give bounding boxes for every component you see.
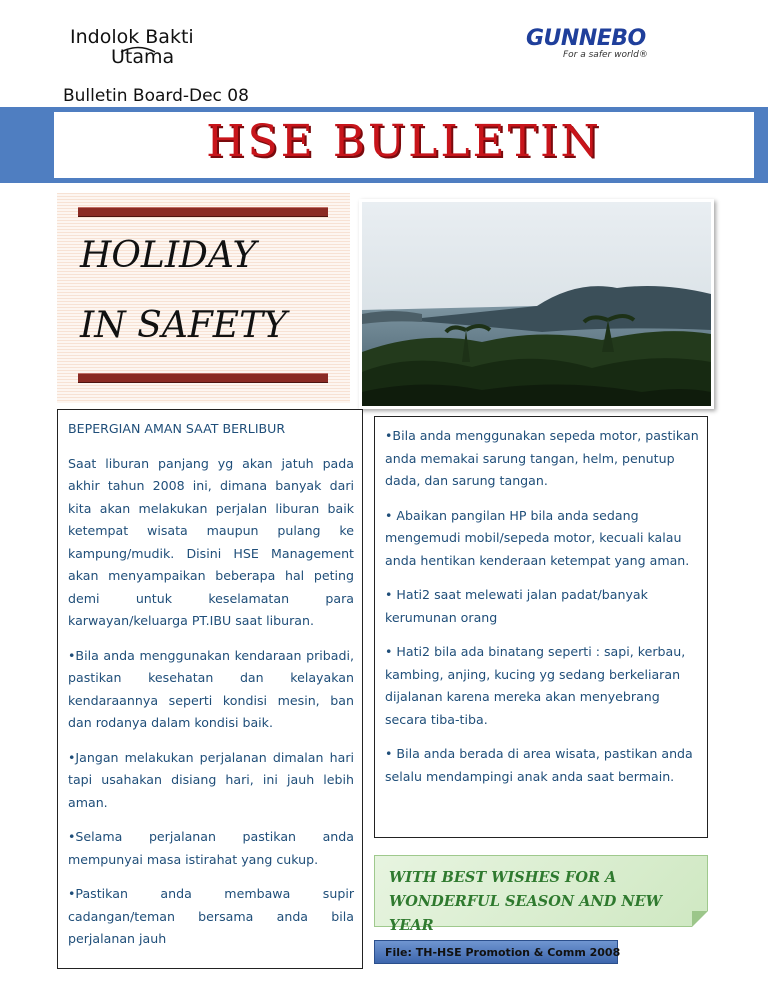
tip-paragraph: •Pastikan anda membawa supir cadangan/teman bersama anda bila perjalanan jauh — [68, 886, 354, 946]
tip-paragraph: •Selama perjalanan pastikan anda mempunyai masa istirahat yang cukup. — [68, 829, 354, 867]
feature-title-line2: IN SAFETY — [80, 305, 287, 346]
file-reference-label: File: TH-HSE Promotion & Comm 2008 — [374, 940, 618, 964]
bulletin-board-label: Bulletin Board-Dec 08 — [63, 86, 249, 106]
brand-tagline: For a safer world® — [563, 50, 648, 60]
coastal-landscape-photo — [362, 202, 711, 406]
title-banner-inner — [54, 112, 754, 178]
brand-logo — [526, 26, 676, 62]
top-divider — [78, 207, 328, 217]
company-name-line2: Utama — [111, 46, 175, 68]
tip-paragraph: • Hati2 saat melewati jalan padat/banyak kerumunan orang — [385, 587, 648, 625]
left-text-column — [57, 409, 363, 969]
season-greeting-text: WITH BEST WISHES FOR A WONDERFUL SEASON AND NEW YEAR — [389, 869, 662, 934]
bottom-divider — [78, 373, 328, 383]
brand-name: GUNNEBO — [526, 26, 646, 51]
tip-paragraph: • Abaikan pangilan HP bila anda sedang mengemudi mobil/sepeda motor, kecuali kalau anda hentikan kenderaan ketempat yang aman. — [385, 507, 690, 568]
title-banner — [0, 107, 768, 183]
page-curl-icon — [692, 911, 708, 927]
tip-paragraph: •Bila anda menggunakan kendaraan pribadi, pastikan kesehatan dan kelayakan kendaraannya seperti kondisi mesin, ban dan rodanya dalam kondisi baik. — [68, 647, 354, 730]
landscape-photo-frame — [359, 199, 714, 409]
tip-paragraph: •Jangan melakukan perjalanan dimalan hari tapi usahakan disiang hari, ini jauh lebih aman. — [68, 749, 354, 810]
intro-paragraph: Saat liburan panjang yg akan jatuh pada akhir tahun 2008 ini, dimana banyak dari kita akan melakukan perjalan liburan baik ketempat wisata maupun pulang ke kampung/mudik. Disini HSE Management akan menyampaikan beberapa hal peting demi untuk keselamatan para karwayan/keluarga PT.IBU saat liburan. — [68, 455, 354, 628]
feature-title-block — [57, 193, 350, 403]
bulletin-title: HSE BULLETIN — [206, 116, 602, 167]
section-heading: BEPERGIAN AMAN SAAT BERLIBUR — [68, 421, 286, 436]
company-logo — [70, 26, 240, 66]
tip-paragraph: •Bila anda menggunakan sepeda motor, pastikan anda memakai sarung tangan, helm, penutup dada, dan sarung tangan. — [385, 428, 699, 488]
tip-paragraph: • Bila anda berada di area wisata, pastikan anda selalu mendampingi anak anda saat bermain. — [385, 746, 693, 784]
season-greeting-note — [374, 855, 708, 934]
right-text-column — [374, 416, 708, 838]
tip-paragraph: • Hati2 bila ada binatang seperti : sapi, kerbau, kambing, anjing, kucing yg sedang berkeliaran dijalanan karena mereka akan menyebrang secara tiba-tiba. — [385, 644, 686, 727]
company-name-line1: Indolok Bakti — [70, 26, 194, 48]
feature-title-line1: HOLIDAY — [80, 235, 257, 276]
